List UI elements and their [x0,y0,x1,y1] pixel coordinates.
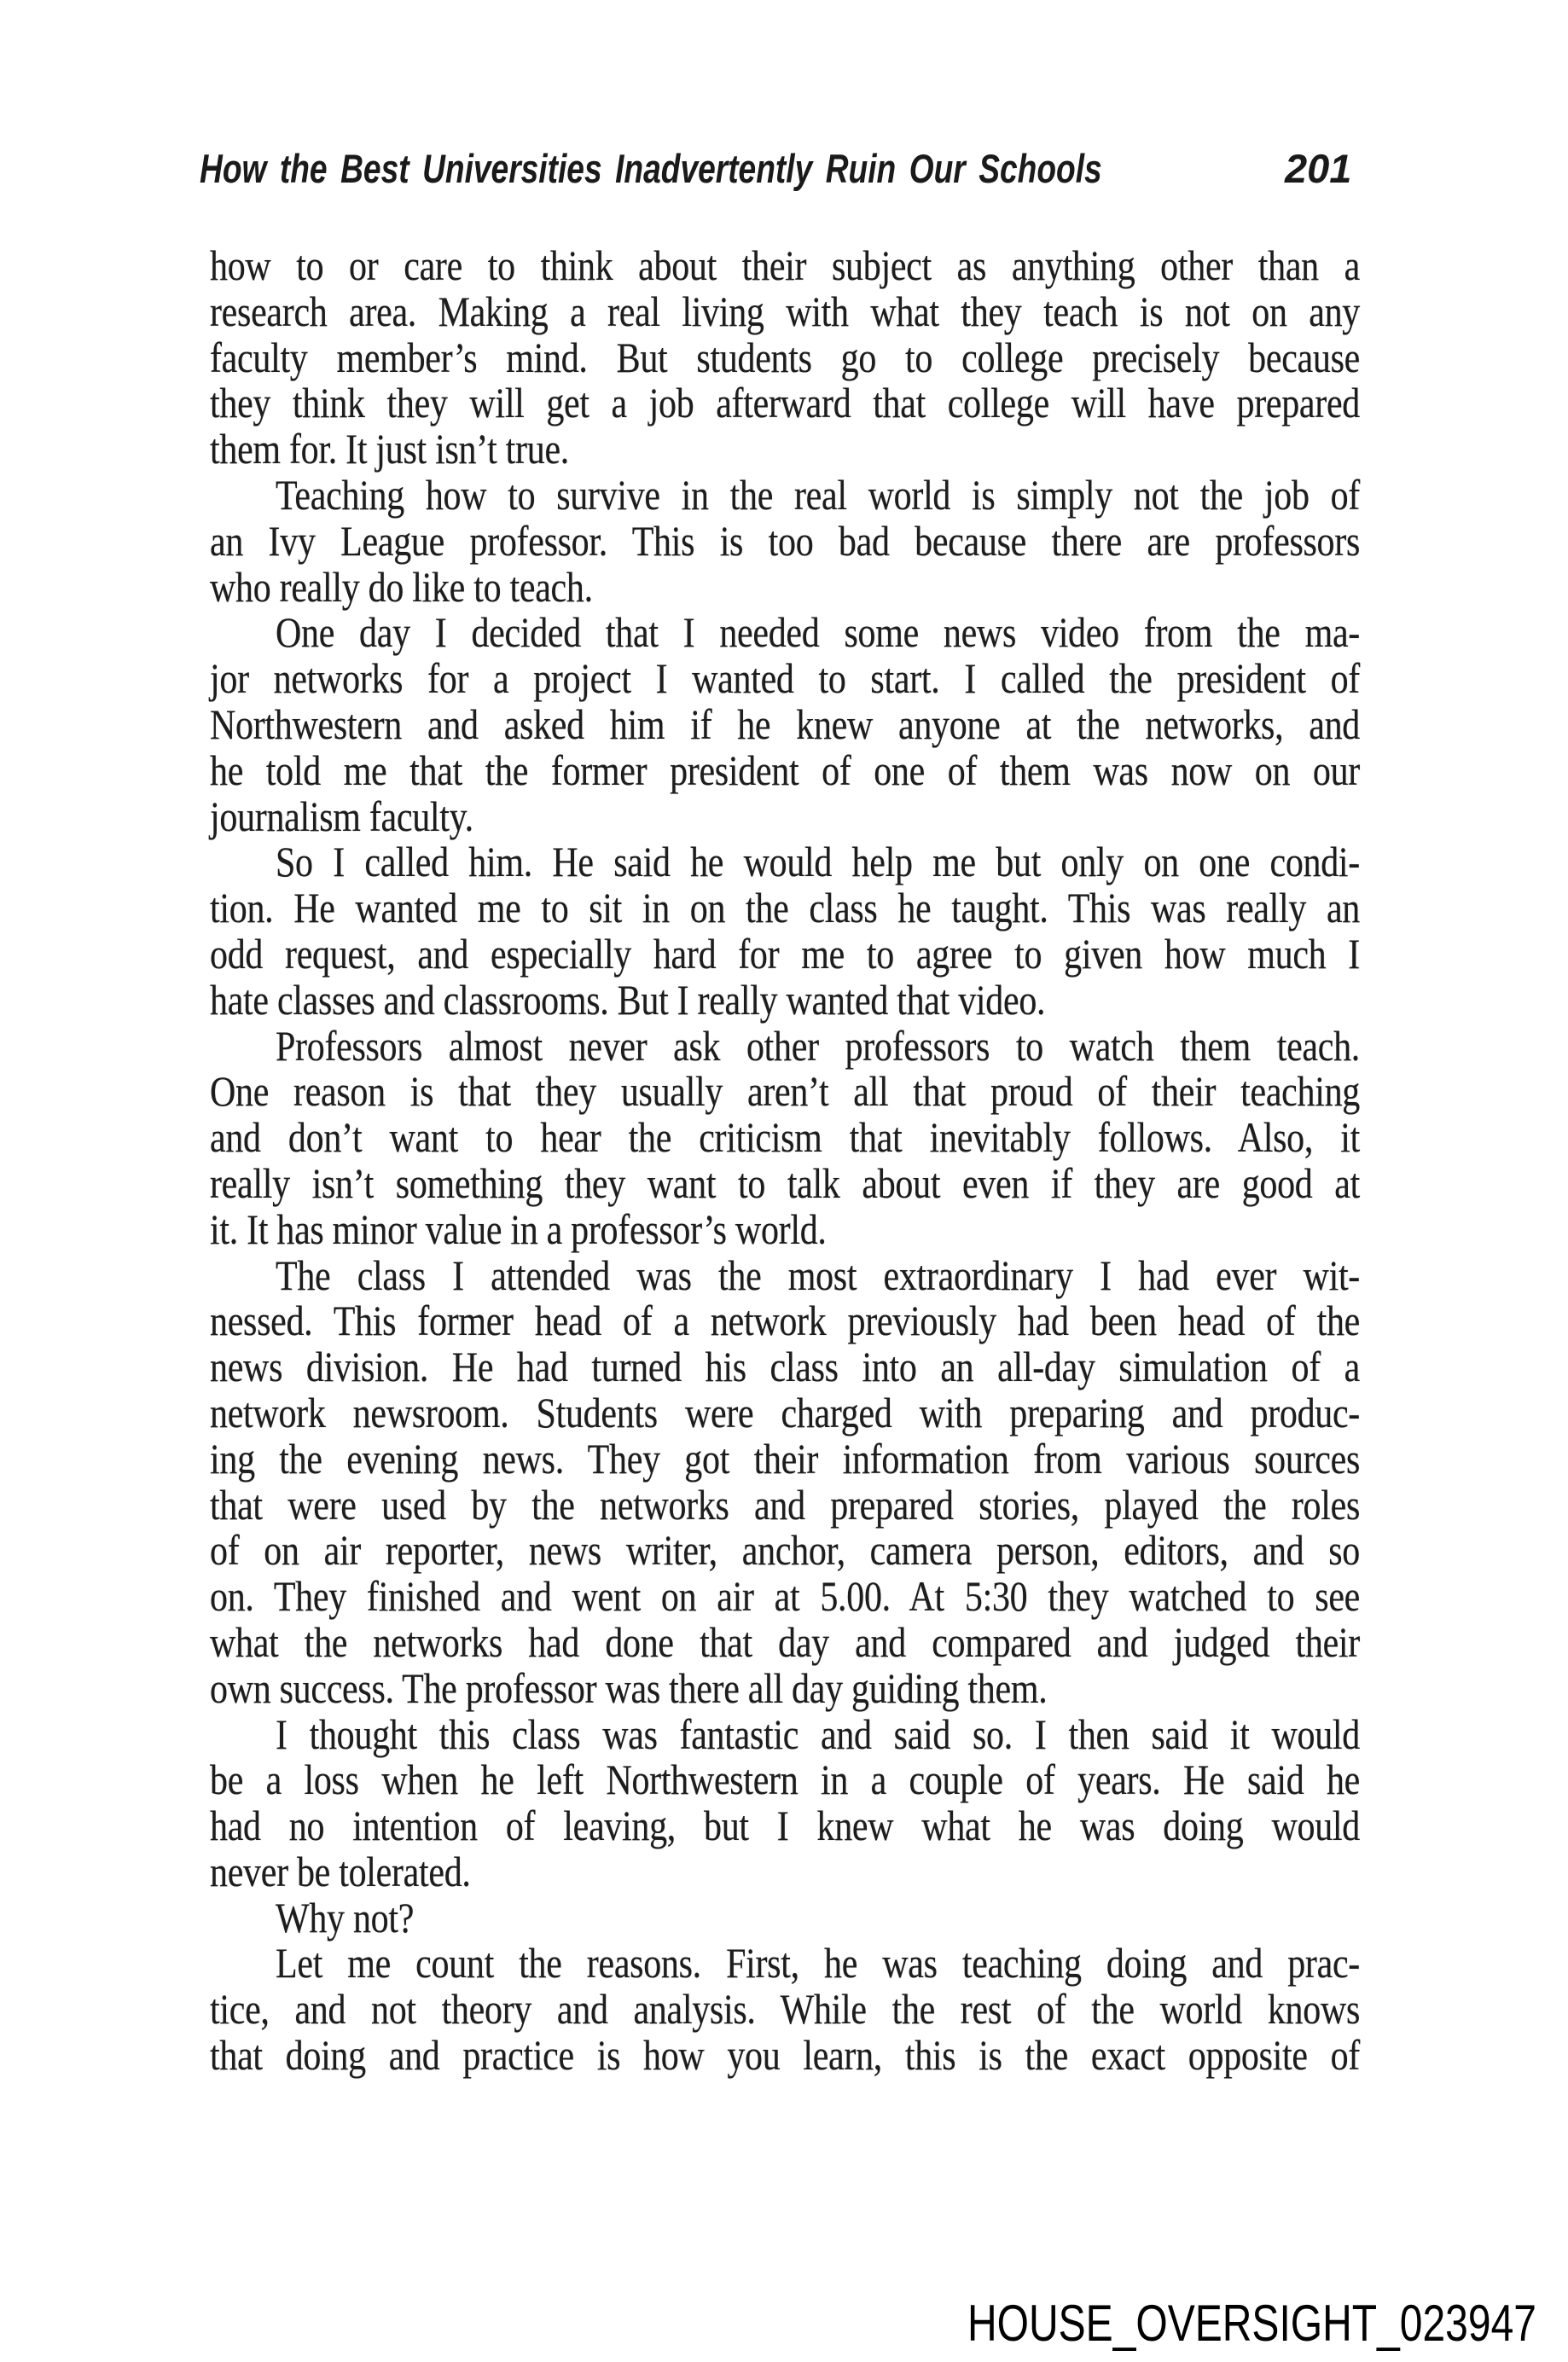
text-line: network newsroom. Students were charged with preparing and produc- [210,1390,1360,1437]
text-line: The class I attended was the most extraordinary I had ever wit- [276,1253,1360,1300]
text-line: So I called him. He said he would help me but only on one condi- [276,840,1360,887]
text-line: had no intention of leaving, but I knew what he was doing would [210,1803,1360,1851]
text-line: never be tolerated. [210,1849,471,1896]
text-line: I thought this class was fantastic and said so. I then said it would [276,1712,1360,1759]
running-head-title: How the Best Universities Inadvertently Ruin Our Schools [200,146,1102,191]
text-line: nessed. This former head of a network previously had been head of the [210,1299,1360,1346]
text-line: Why not? [276,1895,415,1942]
text-line: an Ivy League professor. This is too bad because there are professors [210,519,1360,566]
text-line: hate classes and classrooms. But I really wanted that video. [210,978,1046,1024]
page-number: 201 [1285,146,1352,191]
bates-stamp: HOUSE_OVERSIGHT_023947 [967,2295,1536,2352]
text-line: it. It has minor value in a professor’s world. [210,1207,827,1254]
text-line: One day I decided that I needed some news video from the ma- [276,611,1360,658]
text-line: they think they will get a job afterward that college will have prepared [210,381,1360,428]
text-line: and don’t want to hear the criticism that inevitably follows. Also, it [210,1115,1360,1163]
text-line: Let me count the reasons. First, he was teaching doing and prac- [276,1941,1360,1988]
text-line: research area. Making a real living with what they teach is not on any [210,289,1360,336]
body-text [210,243,1360,2081]
text-line: that were used by the networks and prepared stories, played the roles [210,1483,1360,1529]
text-line: be a loss when he left Northwestern in a couple of years. He said he [210,1758,1360,1805]
text-line: that doing and practice is how you learn, this is the exact opposite of [210,2033,1360,2081]
text-line: faculty member’s mind. But students go to college precisely because [210,335,1360,382]
text-line: them for. It just isn’t true. [210,427,569,474]
text-line: ing the evening news. They got their information from various sources [210,1436,1360,1483]
text-line: own success. The professor was there all day guiding them. [210,1666,1048,1713]
text-line: really isn’t something they want to talk about even if they are good at [210,1161,1360,1208]
text-line: of on air reporter, news writer, anchor, camera person, editors, and so [210,1529,1360,1576]
text-line: Professors almost never ask other professors to watch them teach. [276,1024,1360,1071]
text-line: tion. He wanted me to sit in on the class he taught. This was really an [210,885,1360,933]
text-line: odd request, and especially hard for me to agree to given how much I [210,931,1360,978]
text-line: Teaching how to survive in the real world is simply not the job of [276,473,1360,519]
text-line: what the networks had done that day and compared and judged their [210,1620,1360,1667]
text-line: Northwestern and asked him if he knew anyone at the networks, and [210,702,1360,749]
text-line: tice, and not theory and analysis. While the rest of the world knows [210,1988,1360,2034]
text-line: on. They finished and went on air at 5.00. At 5:30 they watched to see [210,1574,1360,1622]
text-line: who really do like to teach. [210,565,593,612]
text-line: news division. He had turned his class into an all-day simulation of a [210,1344,1360,1392]
text-line: jor networks for a project I wanted to start. I called the president of [210,656,1360,704]
text-line: how to or care to think about their subject as anything other than a [210,243,1360,291]
text-line: journalism faculty. [210,794,473,841]
text-line: One reason is that they usually aren’t all that proud of their teaching [210,1070,1360,1117]
text-line: he told me that the former president of one of them was now on our [210,748,1360,795]
